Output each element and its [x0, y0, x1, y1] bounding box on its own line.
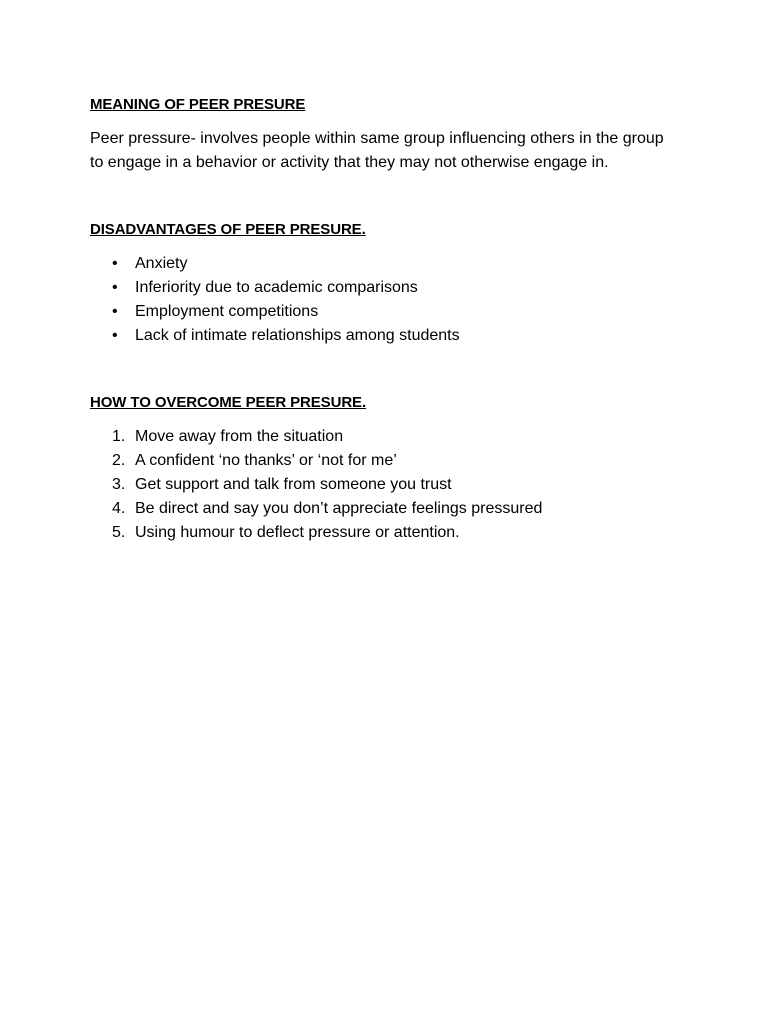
- disadvantages-section: [90, 220, 690, 348]
- list-number: 2.: [112, 452, 126, 469]
- disadvantages-heading: DISADVANTAGES OF PEER PRESURE.: [90, 221, 366, 238]
- list-number: 4.: [112, 500, 126, 517]
- list-item-text: Inferiority due to academic comparisons: [135, 279, 418, 296]
- overcome-heading: HOW TO OVERCOME PEER PRESURE.: [90, 394, 367, 411]
- bullet-marker: •: [112, 327, 118, 344]
- document-body: [90, 95, 690, 545]
- list-item-text: Get support and talk from someone you trust: [135, 476, 452, 493]
- list-number: 1.: [112, 428, 126, 445]
- bullet-marker: •: [112, 255, 118, 272]
- meaning-paragraph: [90, 127, 690, 175]
- overcome-section: [90, 393, 690, 545]
- disadvantages-list: [90, 252, 690, 348]
- overcome-list: [90, 425, 690, 545]
- meaning-heading: MEANING OF PEER PRESURE: [90, 96, 306, 113]
- list-item: [90, 276, 690, 300]
- list-item: [90, 521, 690, 545]
- bullet-marker: •: [112, 303, 118, 320]
- list-number: 5.: [112, 524, 126, 541]
- bullet-marker: •: [112, 279, 118, 296]
- list-item-text: Lack of intimate relationships among students: [135, 327, 460, 344]
- meaning-text-line-2: to engage in a behavior or activity that they may not otherwise engage in.: [90, 154, 609, 171]
- meaning-text-line-1: Peer pressure- involves people within same group influencing others in the group: [90, 130, 664, 147]
- list-item-text: A confident ‘no thanks’ or ‘not for me’: [135, 452, 397, 469]
- list-item-text: Using humour to deflect pressure or attention.: [135, 524, 460, 541]
- list-item: [90, 425, 690, 449]
- list-item: [90, 449, 690, 473]
- list-item: [90, 300, 690, 324]
- list-item: [90, 473, 690, 497]
- list-item-text: Anxiety: [135, 255, 188, 272]
- list-item-text: Move away from the situation: [135, 428, 344, 445]
- list-item: [90, 252, 690, 276]
- list-item: [90, 324, 690, 348]
- list-item-text: Be direct and say you don’t appreciate feelings pressured: [135, 500, 543, 517]
- list-number: 3.: [112, 476, 126, 493]
- list-item-text: Employment competitions: [135, 303, 319, 320]
- list-item: [90, 497, 690, 521]
- meaning-section: [90, 95, 690, 175]
